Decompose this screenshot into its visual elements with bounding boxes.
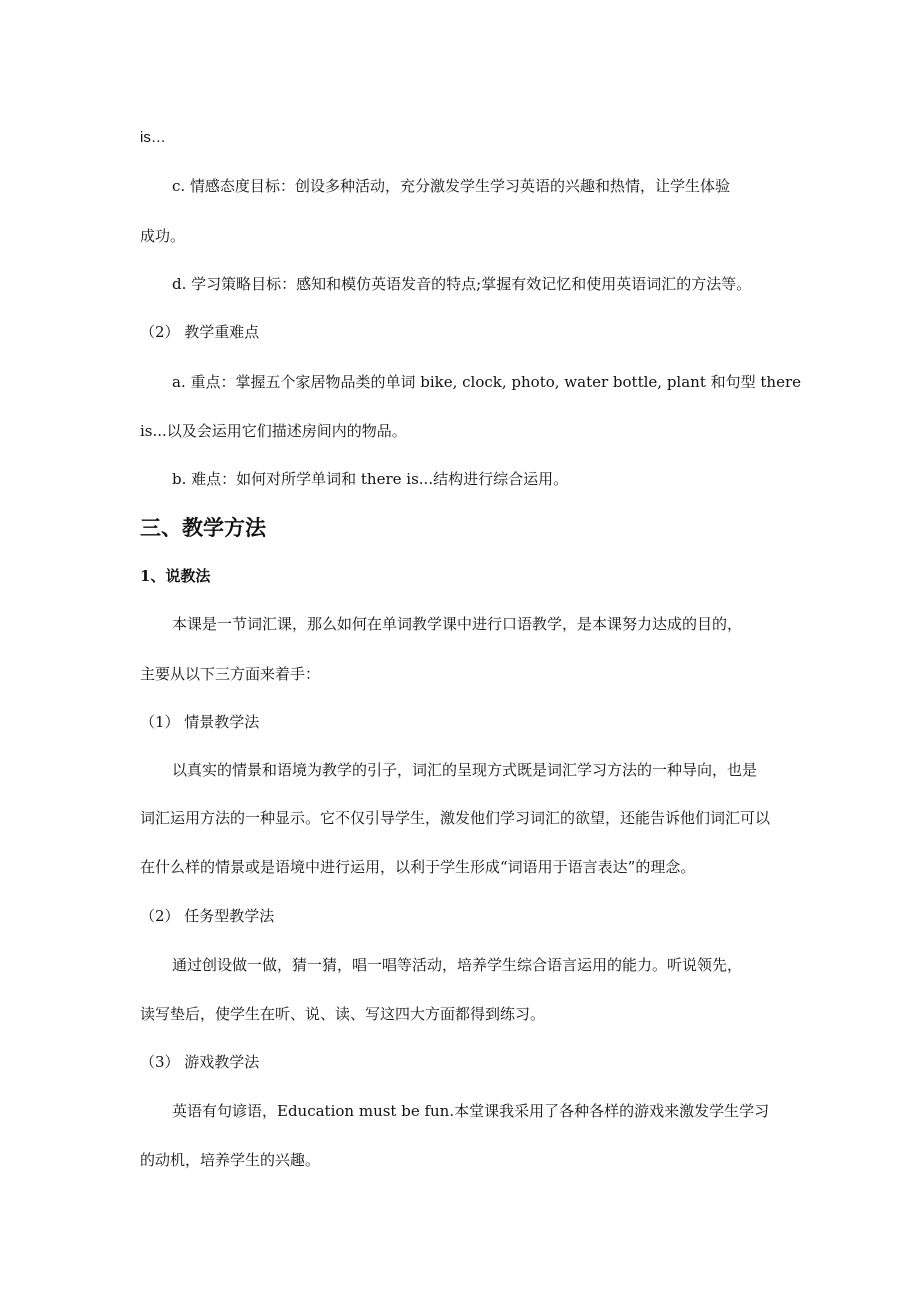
situational-line2: 词汇运用方法的一种显示。它不仅引导学生，激发他们学习词汇的欲望，还能告诉他们词汇可以 [140, 809, 771, 827]
game-line2: 的动机，培养学生的兴趣。 [140, 1151, 321, 1169]
method-heading-task-based: （2） 任务型教学法 [140, 907, 275, 925]
key-point-line: a. 重点：掌握五个家居物品类的单词 bike, clock, photo, water bottle, plant 和句型 there [172, 373, 801, 391]
key-points-heading: （2） 教学重难点 [140, 323, 260, 341]
situational-line1: 以真实的情景和语境为教学的引子，词汇的呈现方式既是词汇学习方法的一种导向，也是 [172, 761, 758, 779]
game-line1: 英语有句谚语，Education must be fun.本堂课我采用了各种各样的游戏来激发学生学习 [172, 1102, 770, 1120]
paragraph-intro-line1: 本课是一节词汇课，那么如何在单词教学课中进行口语教学，是本课努力达成的目的， [172, 615, 743, 633]
subsection-title-teaching-method: 1、说教法 [140, 567, 211, 585]
difficulty-line: b. 难点：如何对所学单词和 there is...结构进行综合运用。 [172, 470, 569, 488]
task-based-line1: 通过创设做一做，猜一猜，唱一唱等活动，培养学生综合语言运用的能力。听说领先， [172, 956, 743, 974]
emotion-goal-continued: 成功。 [140, 227, 186, 245]
situational-line3: 在什么样的情景或是语境中进行运用，以利于学生形成“词语用于语言表达”的理念。 [140, 858, 696, 876]
emotion-goal-line: c. 情感态度目标：创设多种活动，充分激发学生学习英语的兴趣和热情，让学生体验 [172, 177, 730, 195]
strategy-goal-line: d. 学习策略目标：感知和模仿英语发音的特点;掌握有效记忆和使用英语词汇的方法等。 [172, 275, 752, 293]
method-heading-game: （3） 游戏教学法 [140, 1053, 260, 1071]
paragraph-intro-line2: 主要从以下三方面来着手： [140, 665, 321, 683]
task-based-line2: 读写垫后，使学生在听、说、读、写这四大方面都得到练习。 [140, 1005, 546, 1023]
text-line-is-continued: is… [140, 129, 166, 146]
section-title-teaching-methods: 三、教学方法 [140, 515, 266, 540]
key-point-continued: is...以及会运用它们描述房间内的物品。 [140, 422, 407, 440]
method-heading-situational: （1） 情景教学法 [140, 713, 260, 731]
